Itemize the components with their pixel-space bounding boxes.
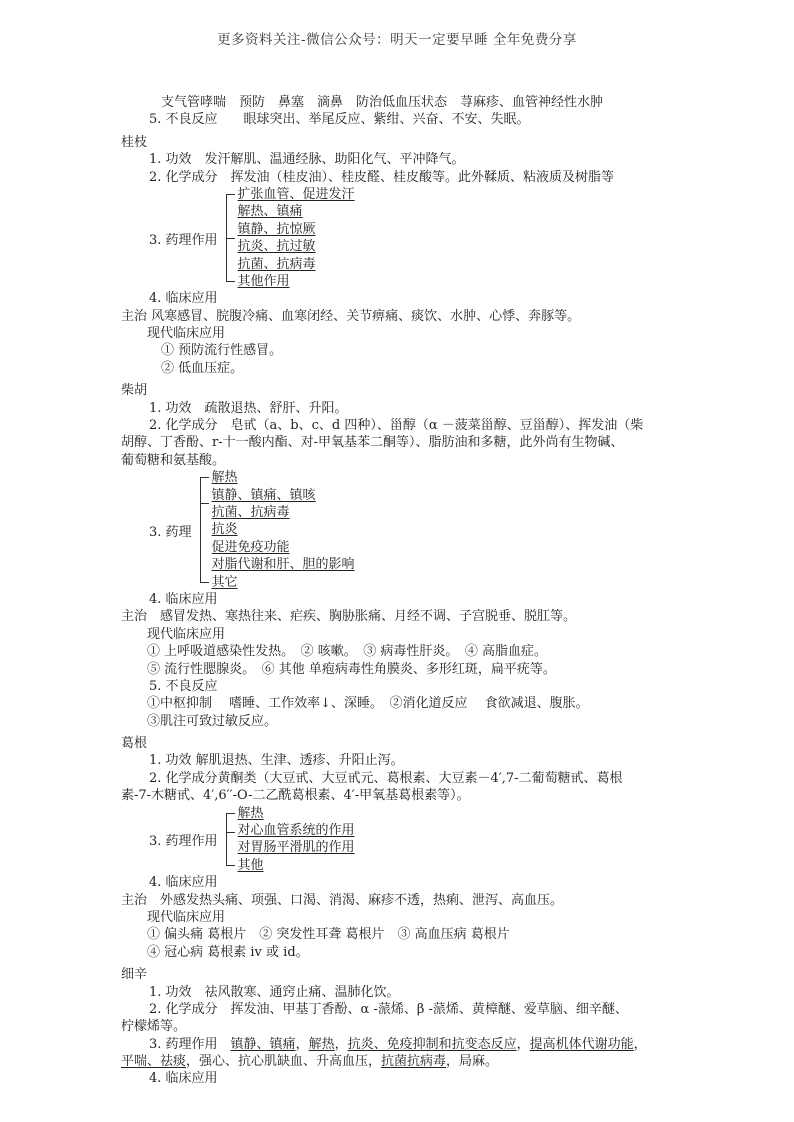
gegen-modern-item: ④ 冠心病 葛根素 iv 或 id。 [147, 944, 309, 960]
chaihu-pharm-item: 其它 [211, 574, 238, 590]
bracket-line [222, 186, 236, 290]
chaihu-pharm-item: 抗炎 [211, 522, 238, 538]
guizhi-efficacy: 1. 功效 发汗解肌、温通经脉、助阳化气、平冲降气。 [149, 152, 465, 168]
chaihu-chemistry-cont: 胡醇、丁香酚、r-十一酸内酯、对-甲氧基苯二酮等）、脂肪油和多糖，此外尚有生物碱、 [121, 435, 624, 451]
guizhi-indications: 主治 风寒感冒、脘腹冷痛、血寒闭经、关节痹痛、痰饮、水肿、心悸、奔豚等。 [121, 308, 581, 324]
guizhi-pharmacology-bracket [121, 186, 681, 290]
guizhi-pharm-item: 镇静、抗惊厥 [237, 221, 316, 237]
chaihu-adverse: 5. 不良反应 [149, 678, 218, 694]
xixin-pharm-item: 提高机体代谢功能 [529, 1036, 634, 1052]
xixin-pharm-item: 解热 [308, 1036, 335, 1052]
separator: ， [633, 1036, 647, 1052]
xixin-pharmacology-cont [121, 1053, 681, 1070]
section-title-chaihu: 柴胡 [121, 383, 148, 399]
xixin-pharm-item: 平喘、祛痰 [121, 1054, 187, 1070]
guizhi-pharm-item: 抗菌、抗病毒 [237, 256, 316, 272]
guizhi-pharm-item: 抗炎、抗过敏 [237, 239, 316, 255]
section-title-guizhi: 桂枝 [121, 134, 148, 150]
gegen-modern-item: ① 偏头痛 葛根片 ② 突发性耳聋 葛根片 ③ 高血压病 葛根片 [147, 927, 510, 943]
section-title-xixin: 细辛 [121, 967, 148, 983]
intro-line-1: 支气管哮喘 预防 鼻塞 滴鼻 防治低血压状态 荨麻疹、血管神经性水肿 [161, 95, 604, 110]
xixin-pharm-label: 3. 药理作用 [149, 1036, 231, 1052]
chaihu-chemistry: 2. 化学成分 皂甙（a、b、c、d 四种）、甾醇（α －菠菜甾醇、豆甾醇）、挥发油（柴 [149, 418, 644, 434]
xixin-pharm-item: 镇静、镇痛 [230, 1036, 296, 1052]
separator: ， [295, 1036, 309, 1052]
gegen-pharm-label: 3. 药理作用 [149, 833, 218, 849]
xixin-pharm-item: 抗菌抗病毒 [381, 1054, 447, 1070]
chaihu-pharm-item: 抗菌、抗病毒 [211, 504, 290, 520]
guizhi-clinical: 4. 临床应用 [149, 291, 218, 307]
chaihu-efficacy: 1. 功效 疏散退热、舒肝、升阳。 [149, 400, 348, 416]
xixin-pharm-text: ，强心、抗心肌缺血、升高血压， [186, 1054, 382, 1070]
section-title-gegen: 葛根 [121, 736, 148, 752]
separator: ， [516, 1036, 530, 1052]
chaihu-adverse-item: ①中枢抑制 嗜睡、工作效率↓、深睡。 ②消化道反应 食欲减退、腹胀。 [147, 696, 589, 712]
intro-line-2: 5. 不良反应 眼球突出、举尾反应、紫绀、兴奋、不安、失眠。 [149, 112, 530, 128]
page-header: 更多资料关注-微信公众号：明天一定要早睡 全年免费分享 [217, 32, 577, 48]
xixin-clinical: 4. 临床应用 [149, 1071, 218, 1087]
separator: ， [334, 1036, 348, 1052]
xixin-chemistry-cont: 柠檬烯等。 [121, 1019, 187, 1035]
chaihu-pharm-item: 镇静、镇痛、镇咳 [211, 487, 316, 503]
document-body [121, 94, 681, 1088]
gegen-pharm-item: 解热 [237, 805, 264, 821]
guizhi-pharm-label: 3. 药理作用 [149, 232, 218, 248]
xixin-pharm-item: 抗炎、免疫抑制和抗变态反应 [347, 1036, 517, 1052]
gegen-pharmacology-bracket [121, 805, 681, 875]
chaihu-adverse-item: ③肌注可致过敏反应。 [147, 713, 278, 729]
gegen-efficacy: 1. 功效 解肌退热、生津、透疹、升阳止泻。 [149, 753, 404, 769]
gegen-clinical: 4. 临床应用 [149, 875, 218, 891]
gegen-chemistry: 2. 化学成分黄酮类（大豆甙、大豆甙元、葛根素、大豆素－4′,7-二葡萄糖甙、葛根 [149, 770, 623, 786]
chaihu-indications: 主治 感冒发热、寒热往来、疟疾、胸胁胀痛、月经不调、子宫脱垂、脱肛等。 [121, 609, 577, 625]
guizhi-modern-item: ② 低血压症。 [161, 360, 244, 376]
bracket-line [196, 469, 210, 591]
guizhi-pharm-item: 解热、镇痛 [237, 204, 303, 220]
gegen-chemistry-cont: 素-7-木糖甙、4′,6′′-O-二乙酰葛根素、4′-甲氧基葛根素等）。 [121, 788, 470, 804]
guizhi-pharm-item: 扩张血管、促进发汗 [237, 186, 355, 202]
chaihu-modern-item: ⑤ 流行性腮腺炎。 ⑥ 其他 单疱病毒性角膜炎、多形红斑，扁平疣等。 [147, 661, 556, 677]
chaihu-pharm-item: 解热 [211, 470, 238, 486]
chaihu-modern-item: ① 上呼吸道感染性发热。 ② 咳嗽。 ③ 病毒性肝炎。 ④ 高脂血症。 [147, 644, 548, 660]
chaihu-modern-clinical: 现代临床应用 [147, 626, 226, 642]
xixin-pharm-text: ，局麻。 [446, 1054, 499, 1070]
chaihu-clinical: 4. 临床应用 [149, 591, 218, 607]
gegen-modern-clinical: 现代临床应用 [147, 909, 226, 925]
chaihu-chemistry-cont: 葡萄糖和氨基酸。 [121, 452, 226, 468]
gegen-pharm-item: 对胃肠平滑肌的作用 [237, 840, 355, 856]
chaihu-pharm-item: 促进免疫功能 [211, 539, 290, 555]
chaihu-pharmacology-bracket [121, 469, 681, 591]
guizhi-pharm-item: 其他作用 [237, 273, 290, 289]
xixin-efficacy: 1. 功效 祛风散寒、通窍止痛、温肺化饮。 [149, 984, 400, 1000]
gegen-pharm-item: 对心血管系统的作用 [237, 823, 355, 839]
xixin-chemistry: 2. 化学成分 挥发油、甲基丁香酚、α -蒎烯、β -蒎烯、黄樟醚、爱草脑、细辛醚、 [149, 1001, 628, 1017]
bracket-line [222, 805, 236, 875]
chaihu-pharm-label: 3. 药理 [149, 524, 192, 540]
xixin-pharmacology [121, 1036, 681, 1053]
guizhi-modern-clinical: 现代临床应用 [147, 326, 226, 342]
gegen-indications: 主治 外感发热头痛、项强、口渴、消渴、麻疹不透，热痢、泄泻、高血压。 [121, 892, 564, 908]
guizhi-chemistry: 2. 化学成分 挥发油（桂皮油）、桂皮醛、桂皮酸等。此外鞣质、粘液质及树脂等 [149, 169, 615, 185]
guizhi-modern-item: ① 预防流行性感冒。 [161, 343, 283, 359]
gegen-pharm-item: 其他 [237, 857, 264, 873]
chaihu-pharm-item: 对脂代谢和肝、胆的影响 [211, 557, 355, 573]
